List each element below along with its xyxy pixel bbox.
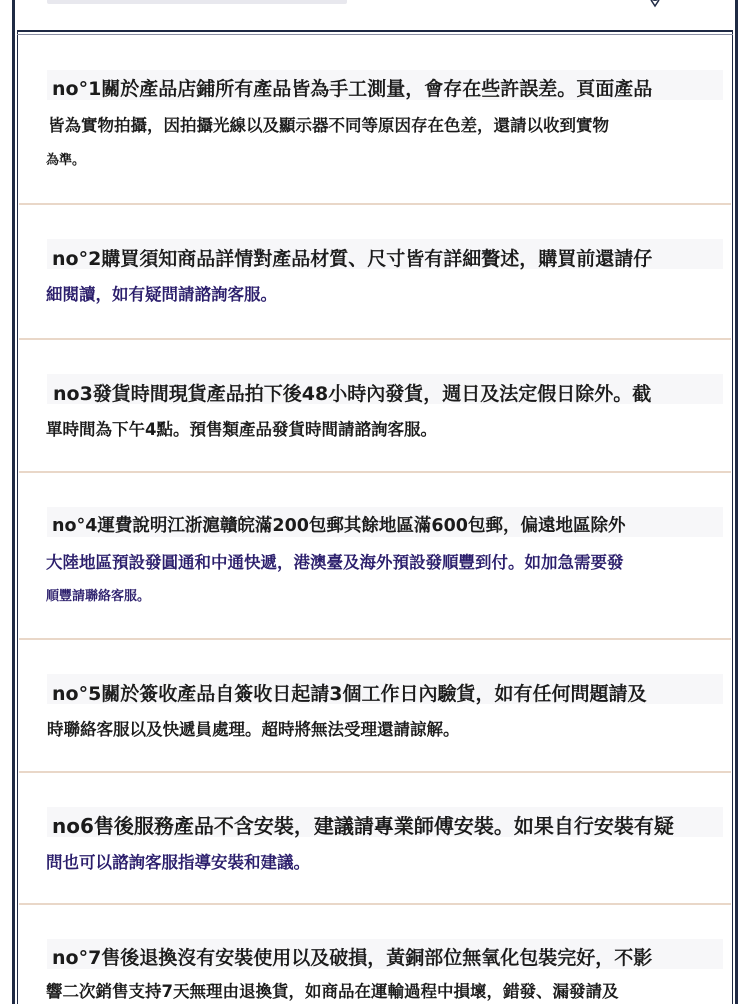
note-2-line-1: no°2購買須知商品詳情對產品材質、尺寸皆有詳細贅述，購買前還請仔 — [52, 248, 653, 270]
note-6-line-1: no6售後服務產品不含安裝，建議請專業師傅安裝。如果自行安裝有疑 — [52, 814, 674, 838]
note-section-3 — [19, 340, 731, 473]
note-3-line-2: 單時間為下午4點。預售類產品發貨時間請諮詢客服。 — [46, 420, 437, 439]
note-4-line-3: 順豐請聯絡客服。 — [46, 589, 151, 604]
note-5-line-1: no°5關於簽收產品自簽收日起請3個工作日內驗貨，如有任何問題請及 — [52, 683, 647, 705]
note-3-line-1: no3發貨時間現貨產品拍下後48小時內發貨，週日及法定假日除外。截 — [53, 383, 652, 405]
note-6-line-2: 問也可以諮詢客服指導安裝和建議。 — [46, 853, 310, 872]
faded-header-text — [47, 0, 347, 4]
note-1-line-3: 為準。 — [46, 153, 86, 168]
note-1-line-1: no°1關於產品店鋪所有產品皆為手工測量，會存在些許誤差。頁面產品 — [52, 78, 653, 100]
header-divider — [17, 34, 733, 35]
note-section-2 — [19, 205, 731, 340]
anchor-crest-icon — [645, 0, 665, 8]
note-4-line-2: 大陸地區預設發圓通和中通快遞，港澳臺及海外預設發順豐到付。如加急需要發 — [46, 553, 624, 572]
top-header-bar — [17, 0, 733, 32]
note-1-line-2: 皆為實物拍攝，因拍攝光線以及顯示器不同等原因存在色差，還請以收到實物 — [48, 116, 609, 135]
note-section-6 — [19, 773, 731, 905]
note-7-line-1: no°7售後退換沒有安裝使用以及破損，黃銅部位無氧化包裝完好，不影 — [52, 947, 653, 969]
note-5-line-2: 時聯絡客服以及快遞員處理。超時將無法受理還請諒解。 — [47, 720, 460, 739]
note-section-1 — [19, 36, 731, 205]
note-4-line-1: no°4運費說明江浙滬贛皖滿200包郵其餘地區滿600包郵，偏遠地區除外 — [52, 516, 626, 536]
note-section-4 — [19, 473, 731, 640]
note-section-7 — [19, 905, 731, 1001]
note-2-line-2: 細閱讀，如有疑問請諮詢客服。 — [46, 285, 277, 304]
note-section-5 — [19, 640, 731, 773]
note-7-line-2: 響二次銷售支持7天無理由退換貨，如商品在運輸過程中損壞，錯發、漏發請及 — [46, 982, 619, 1001]
